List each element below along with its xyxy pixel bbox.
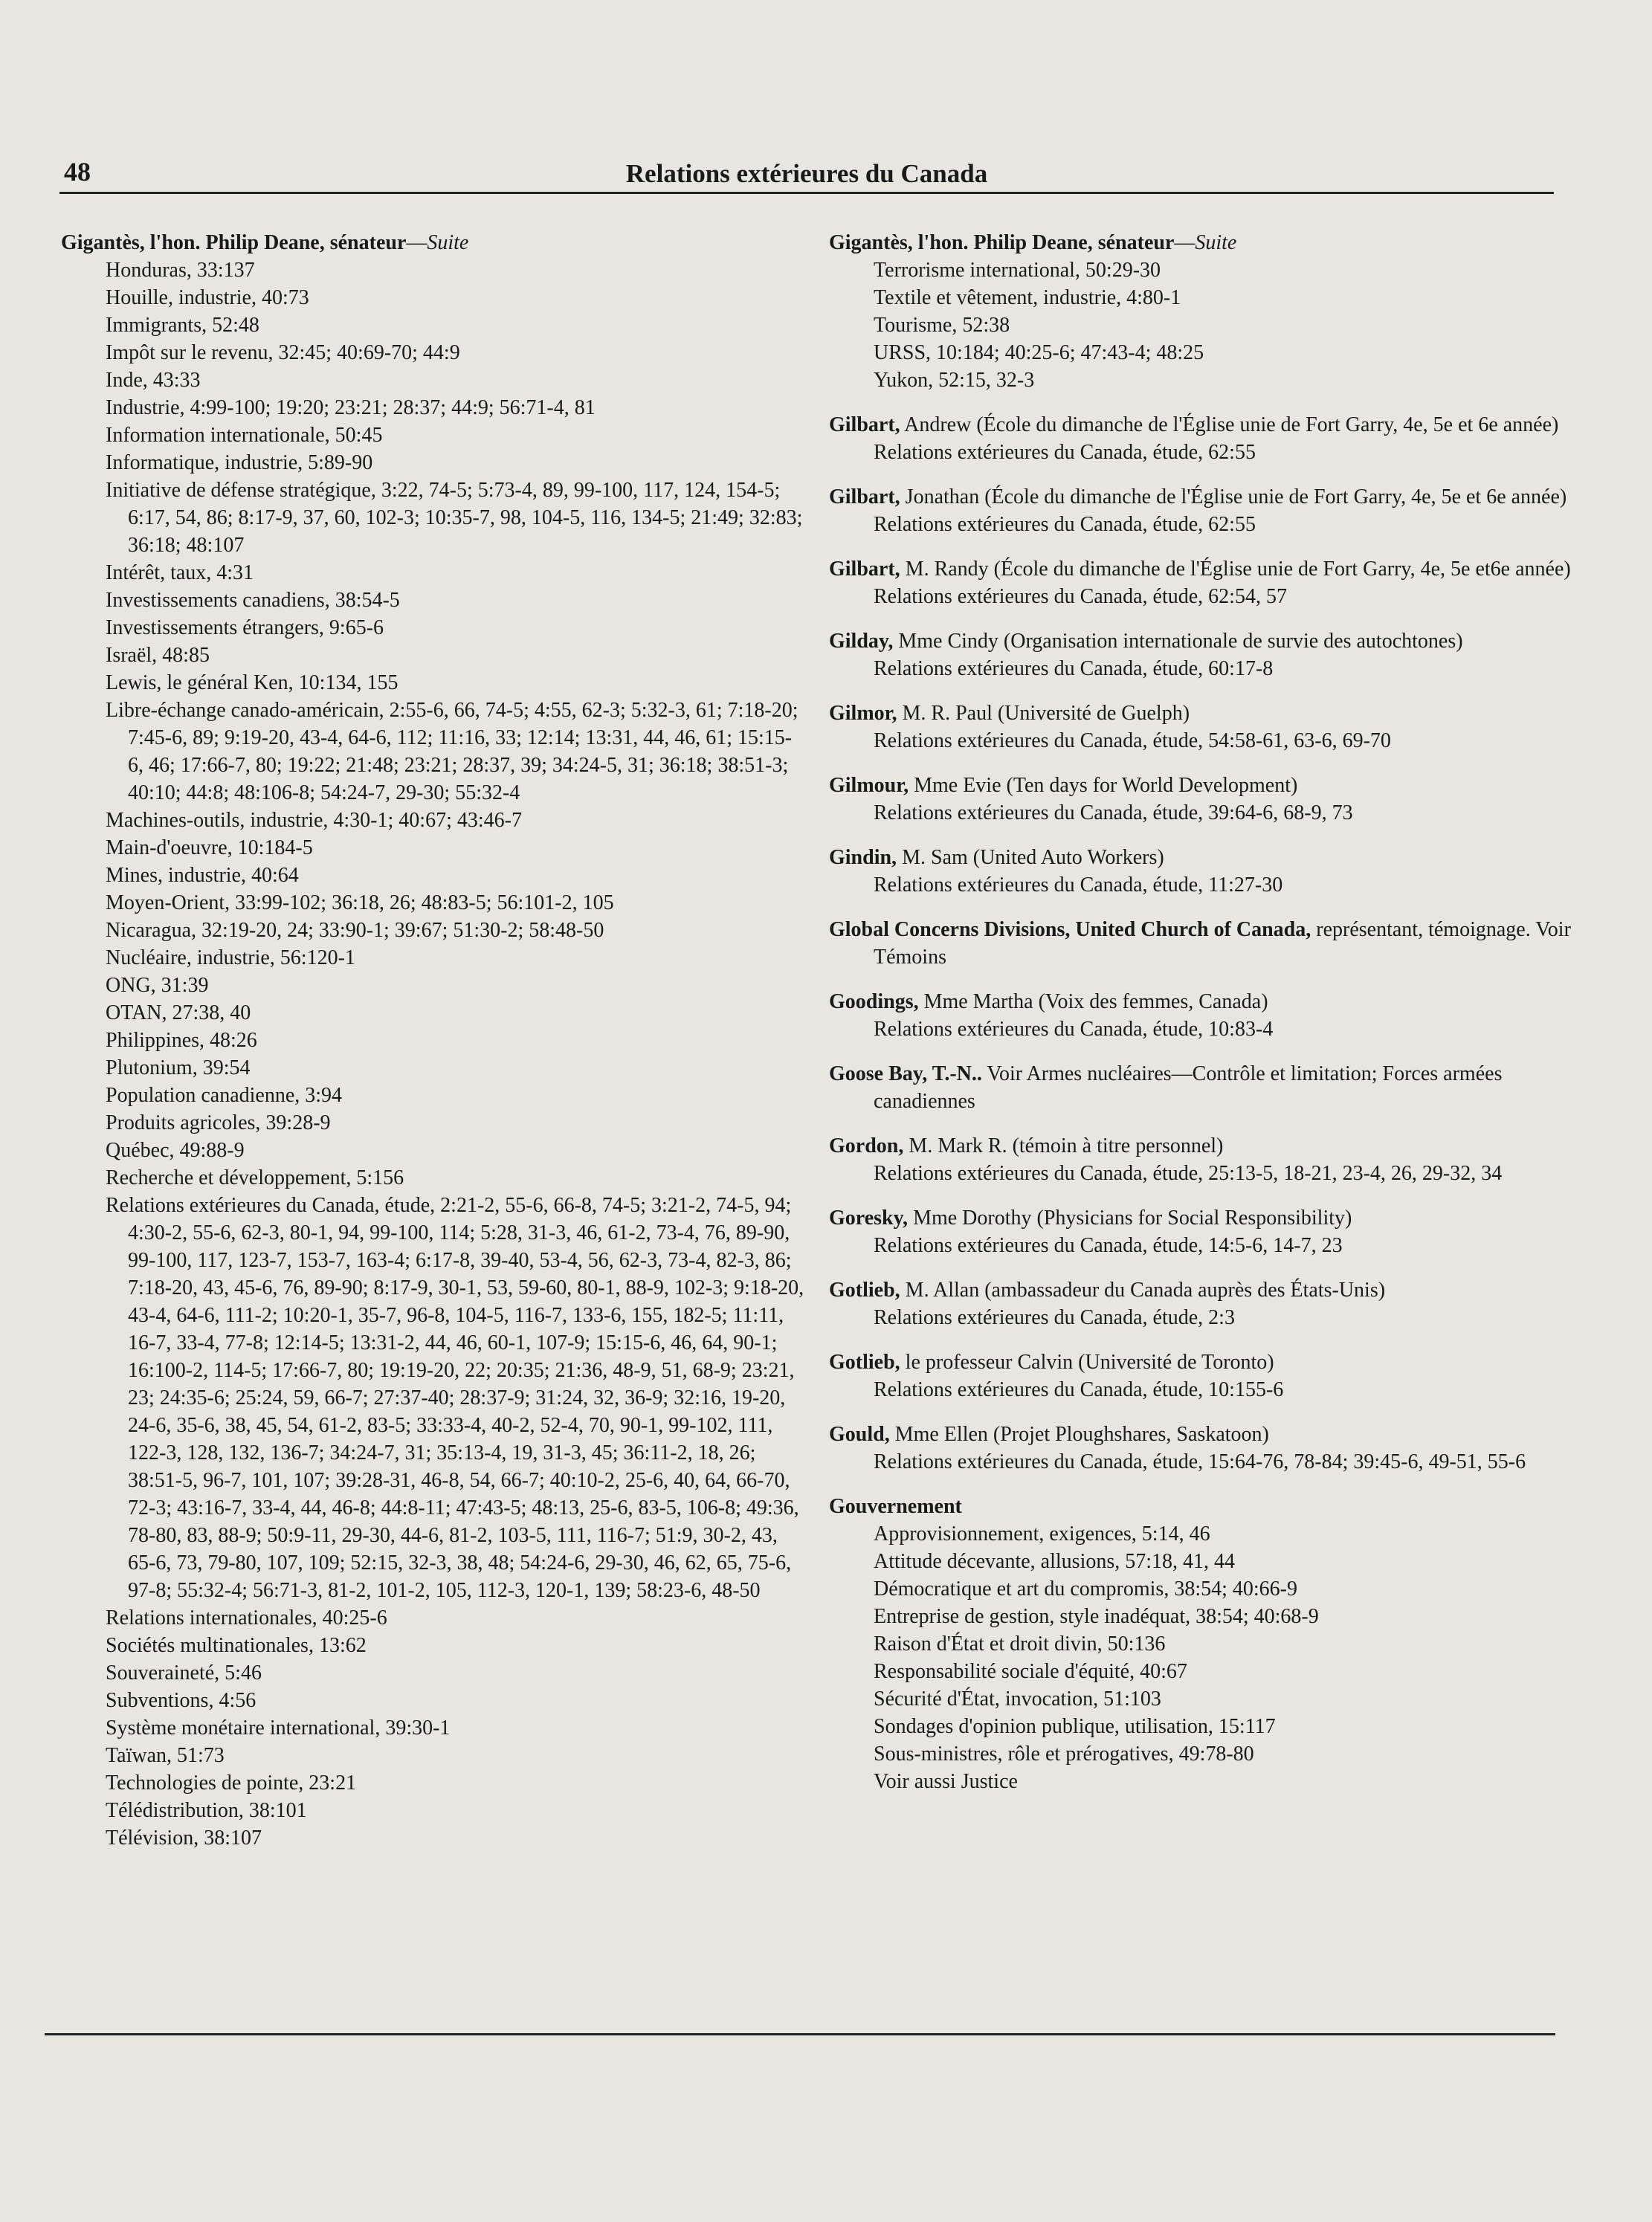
entry-heading [829, 1060, 1572, 1115]
subentry: Inde, 43:33 [106, 369, 201, 392]
subentry: OTAN, 27:38, 40 [106, 1001, 251, 1024]
subentry: Investissements canadiens, 38:54-5 [106, 589, 400, 612]
subentry: Intérêt, taux, 4:31 [106, 561, 254, 584]
entry-heading [829, 700, 1572, 727]
entry-name: Gould, [829, 1423, 890, 1446]
index-column-right [829, 229, 1572, 1812]
subentry: Relations extérieures du Canada, étude, 54:58-61, 63-6, 69-70 [874, 729, 1391, 752]
index-entry [829, 1132, 1572, 1187]
subentry: Subventions, 4:56 [106, 1689, 256, 1712]
subentry: Textile et vêtement, industrie, 4:80-1 [874, 286, 1181, 309]
subentry: Responsabilité sociale d'équité, 40:67 [874, 1660, 1187, 1683]
entry-detail: Mme Dorothy (Physicians for Social Responsibility) [908, 1207, 1352, 1230]
entry-detail: M. Mark R. (témoin à titre personnel) [903, 1134, 1224, 1157]
entry-name: Gilmour, [829, 774, 909, 797]
subentry: Plutonium, 39:54 [106, 1056, 251, 1079]
entry-detail: représentant, témoignage. Voir Témoins [874, 918, 1571, 969]
entry-detail: Mme Ellen (Projet Ploughshares, Saskatoon) [889, 1423, 1269, 1446]
entry-name: Gilbart, [829, 558, 900, 581]
entry-detail: Voir Armes nucléaires—Contrôle et limitation; Forces armées canadiennes [874, 1062, 1503, 1113]
subentry: Philippines, 48:26 [106, 1029, 257, 1052]
entry-heading [61, 229, 804, 256]
subentry: Relations extérieures du Canada, étude, 2:21-2, 55-6, 66-8, 74-5; 3:21-2, 74-5, 94; 4:30-2, 55-6, 62-3, 80-1, 94, 99-100, 114; 5:28, 31-3, 46, 61-2, 73-4, 76, 89-90, 99-100, 117, 123-7, 153-7, 163-4; 6:17-8, 39-40, 53-4, 56, 62-3, 73-4, 82-3, 86; 7:18-20, 43, 45-6, 76, 89-90; 8:17-9, 30-1, 53, 59-60, 80-1, 88-9, 102-3; 9:18-20, 43-4, 64-6, 111-2; 10:20-1, 35-7, 96-8, 104-5, 116-7, 133-6, 155, 182-5; 11:11, 16-7, 33-4, 77-8; 12:14-5; 13:31-2, 44, 46, 60-1, 107-9; 15:15-6, 46, 64, 90-1; 16:100-2, 114-5; 17:66-7, 80; 19:19-20, 22; 20:35; 21:36, 48-9, 51, 68-9; 23:21, 23; 24:35-6; 25:24, 59, 66-7; 27:37-40; 28:37-9; 31:24, 32, 36-9; 32:16, 19-20, 24-6, 35-6, 38, 45, 54, 61-2, 83-5; 33:33-4, 40-2, 52-4, 70, 90-1, 99-102, 111, 122-3, 128, 132, 136-7; 34:24-7, 31; 35:13-4, 19, 31-3, 45; 36:11-2, 18, 26; 38:51-5, 96-7, 101, 107; 39:28-31, 46-8, 54, 66-7; 40:10-2, 25-6, 40, 64, 66-70, 72-3; 43:16-7, 33-4, 44, 46-8; 44:8-11; 47:43-5; 48:13, 25-6, 83-5, 106-8; 49:36, 78-80, 83, 88-9; 50:9-11, 29-30, 44-6, 81-2, 103-5, 111, 116-7; 51:9, 30-2, 43, 65-6, 73, 79-80, 107, 109; 52:15, 32-3, 38, 48; 54:24-6, 29-30, 46, 62, 65, 75-6, 97-8; 55:32-4; 56:71-3, 81-2, 101-2, 105, 112-3, 120-1, 139; 58:23-6, 48-50 [106, 1194, 804, 1602]
entry-detail: M. Allan (ambassadeur du Canada auprès des États-Unis) [900, 1279, 1386, 1302]
index-entry [829, 1493, 1572, 1795]
entry-name: Goodings, [829, 990, 919, 1013]
entry-detail: — [1174, 231, 1196, 254]
subentry: Entreprise de gestion, style inadéquat, 38:54; 40:68-9 [874, 1605, 1319, 1628]
entry-name: Goresky, [829, 1207, 909, 1230]
subentry: Mines, industrie, 40:64 [106, 864, 299, 887]
index-entry [829, 411, 1572, 466]
subentry: Relations extérieures du Canada, étude, 62:55 [874, 513, 1256, 536]
subentry: Relations extérieures du Canada, étude, 62:55 [874, 441, 1256, 464]
subentry: Relations extérieures du Canada, étude, 11:27-30 [874, 873, 1283, 897]
subentry: Relations extérieures du Canada, étude, 10:83-4 [874, 1018, 1274, 1041]
subentry: Main-d'oeuvre, 10:184-5 [106, 836, 313, 859]
subentry: Houille, industrie, 40:73 [106, 286, 309, 309]
index-entry [829, 1421, 1572, 1476]
entry-name: Gilday, [829, 630, 894, 653]
entry-name: Gilbart, [829, 485, 900, 508]
index-entry [829, 844, 1572, 899]
page-title: Relations extérieures du Canada [625, 159, 988, 188]
subentry: Informatique, industrie, 5:89-90 [106, 451, 373, 474]
entry-heading [829, 772, 1572, 799]
subentry: Libre-échange canado-américain, 2:55-6, 66, 74-5; 4:55, 62-3; 5:32-3, 61; 7:18-20; 7:45-6, 89; 9:19-20, 43-4, 64-6, 112; 11:16, 33; 12:14; 13:31, 44, 46, 61; 15:15-6, 46; 17:66-7, 80; 19:22; 21:48; 23:21; 28:37, 39; 34:24-5, 31; 36:18; 38:51-3; 40:10; 44:8; 48:106-8; 54:24-7, 29-30; 55:32-4 [106, 699, 798, 804]
index-entry [61, 229, 804, 1852]
entry-heading [829, 483, 1572, 511]
subentry: Voir aussi Justice [874, 1770, 1018, 1793]
entry-suite: Suite [1195, 231, 1237, 254]
subentry: Démocratique et art du compromis, 38:54; 40:66-9 [874, 1577, 1297, 1601]
entry-heading [829, 844, 1572, 871]
entry-detail: le professeur Calvin (Université de Toronto) [900, 1351, 1274, 1374]
subentry: Moyen-Orient, 33:99-102; 36:18, 26; 48:83-5; 56:101-2, 105 [106, 891, 614, 914]
subentry: Télévision, 38:107 [106, 1827, 262, 1850]
entry-detail: — [406, 231, 427, 254]
subentry: Relations extérieures du Canada, étude, 10:155-6 [874, 1378, 1284, 1401]
subentry: Relations extérieures du Canada, étude, 15:64-76, 78-84; 39:45-6, 49-51, 55-6 [874, 1450, 1526, 1473]
subentry: Tourisme, 52:38 [874, 314, 1010, 337]
subentry: Honduras, 33:137 [106, 259, 255, 282]
subentry: Yukon, 52:15, 32-3 [874, 369, 1035, 392]
subentry: Nucléaire, industrie, 56:120-1 [106, 946, 355, 969]
subentry: Impôt sur le revenu, 32:45; 40:69-70; 44:9 [106, 341, 460, 364]
entry-name: Global Concerns Divisions, United Church of Canada, [829, 918, 1311, 941]
page-header [59, 155, 1554, 194]
subentry: Attitude décevante, allusions, 57:18, 41, 44 [874, 1550, 1236, 1573]
index-entry [829, 916, 1572, 971]
subentry: Recherche et développement, 5:156 [106, 1166, 404, 1189]
entry-heading [829, 411, 1572, 439]
entry-suite: Suite [427, 231, 469, 254]
subentry: Relations extérieures du Canada, étude, 25:13-5, 18-21, 23-4, 26, 29-32, 34 [874, 1162, 1503, 1185]
subentry: Nicaragua, 32:19-20, 24; 33:90-1; 39:67; 51:30-2; 58:48-50 [106, 919, 604, 942]
entry-detail: Jonathan (École du dimanche de l'Église unie de Fort Garry, 4e, 5e et 6e année) [900, 485, 1567, 508]
entry-detail: Andrew (École du dimanche de l'Église unie de Fort Garry, 4e, 5e et 6e année) [900, 413, 1559, 436]
entry-name: Gotlieb, [829, 1351, 900, 1374]
index-entry [829, 700, 1572, 755]
entry-name: Goose Bay, T.-N.. [829, 1062, 982, 1085]
subentry: Taïwan, 51:73 [106, 1744, 225, 1767]
entry-detail: M. R. Paul (Université de Guelph) [897, 702, 1190, 725]
subentry: Approvisionnement, exigences, 5:14, 46 [874, 1522, 1210, 1546]
footer-rule [45, 2033, 1555, 2035]
subentry: Relations extérieures du Canada, étude, 62:54, 57 [874, 585, 1287, 608]
subentry: Produits agricoles, 39:28-9 [106, 1111, 331, 1134]
subentry: Technologies de pointe, 23:21 [106, 1772, 357, 1795]
entry-detail: Mme Evie (Ten days for World Development) [909, 774, 1298, 797]
entry-heading [829, 916, 1572, 971]
entry-heading [829, 1204, 1572, 1232]
entry-name: Gouvernement [829, 1495, 962, 1518]
index-entry [829, 1204, 1572, 1259]
index-entry [829, 1349, 1572, 1404]
entry-name: Gigantès, l'hon. Philip Deane, sénateur [61, 231, 407, 254]
index-column-left [61, 229, 804, 1869]
subentry: Population canadienne, 3:94 [106, 1084, 343, 1107]
entry-heading [829, 1132, 1572, 1160]
entry-heading [829, 1349, 1572, 1376]
subentry: Raison d'État et droit divin, 50:136 [874, 1632, 1166, 1656]
entry-name: Gordon, [829, 1134, 904, 1157]
subentry: Relations extérieures du Canada, étude, 60:17-8 [874, 657, 1274, 680]
entry-name: Gigantès, l'hon. Philip Deane, sénateur [829, 231, 1175, 254]
subentry: Sondages d'opinion publique, utilisation, 15:117 [874, 1715, 1276, 1738]
entry-name: Gilbart, [829, 413, 900, 436]
entry-name: Gindin, [829, 846, 897, 869]
subentry: Sociétés multinationales, 13:62 [106, 1634, 367, 1657]
subentry: Relations extérieures du Canada, étude, 39:64-6, 68-9, 73 [874, 801, 1353, 824]
subentry: Souveraineté, 5:46 [106, 1661, 262, 1685]
subentry: URSS, 10:184; 40:25-6; 47:43-4; 48:25 [874, 341, 1204, 364]
entry-detail: Mme Martha (Voix des femmes, Canada) [918, 990, 1268, 1013]
entry-name: Gotlieb, [829, 1279, 900, 1302]
subentry: Terrorisme international, 50:29-30 [874, 259, 1161, 282]
subentry: Immigrants, 52:48 [106, 314, 259, 337]
subentry: Industrie, 4:99-100; 19:20; 23:21; 28:37; 44:9; 56:71-4, 81 [106, 396, 596, 419]
entry-detail: M. Randy (École du dimanche de l'Église unie de Fort Garry, 4e, 5e et6e année) [900, 558, 1571, 581]
subentry: Israël, 48:85 [106, 644, 210, 667]
entry-heading [829, 1421, 1572, 1448]
subentry: Relations extérieures du Canada, étude, 14:5-6, 14-7, 23 [874, 1234, 1343, 1257]
index-entry [829, 483, 1572, 538]
subentry: Québec, 49:88-9 [106, 1139, 245, 1162]
index-entry [829, 1276, 1572, 1331]
subentry: Télédistribution, 38:101 [106, 1799, 307, 1822]
entry-heading [829, 229, 1572, 256]
entry-heading [829, 988, 1572, 1015]
entry-heading [829, 627, 1572, 655]
entry-detail: Mme Cindy (Organisation internationale de survie des autochtones) [893, 630, 1463, 653]
entry-heading [829, 1276, 1572, 1304]
entry-detail: M. Sam (United Auto Workers) [897, 846, 1164, 869]
index-entry [829, 229, 1572, 394]
subentry: Relations extérieures du Canada, étude, 2:3 [874, 1306, 1235, 1329]
subentry: Information internationale, 50:45 [106, 424, 383, 447]
entry-heading [829, 555, 1572, 583]
subentry: Système monétaire international, 39:30-1 [106, 1716, 451, 1740]
index-entry [829, 1060, 1572, 1115]
page-number: 48 [64, 157, 91, 187]
entry-heading [829, 1493, 1572, 1520]
subentry: ONG, 31:39 [106, 974, 209, 997]
index-entry [829, 772, 1572, 827]
index-entry [829, 627, 1572, 682]
subentry: Sécurité d'État, invocation, 51:103 [874, 1688, 1161, 1711]
subentry: Relations internationales, 40:25-6 [106, 1606, 387, 1630]
subentry: Sous-ministres, rôle et prérogatives, 49:78-80 [874, 1743, 1254, 1766]
index-entry [829, 988, 1572, 1043]
subentry: Initiative de défense stratégique, 3:22, 74-5; 5:73-4, 89, 99-100, 117, 124, 154-5; 6:17, 54, 86; 8:17-9, 37, 60, 102-3; 10:35-7, 98, 104-5, 116, 134-5; 21:49; 32:83; 36:18; 48:107 [106, 479, 803, 557]
subentry: Lewis, le général Ken, 10:134, 155 [106, 671, 399, 694]
entry-name: Gilmor, [829, 702, 897, 725]
index-entry [829, 555, 1572, 610]
subentry: Investissements étrangers, 9:65-6 [106, 616, 384, 639]
subentry: Machines-outils, industrie, 4:30-1; 40:67; 43:46-7 [106, 809, 522, 832]
